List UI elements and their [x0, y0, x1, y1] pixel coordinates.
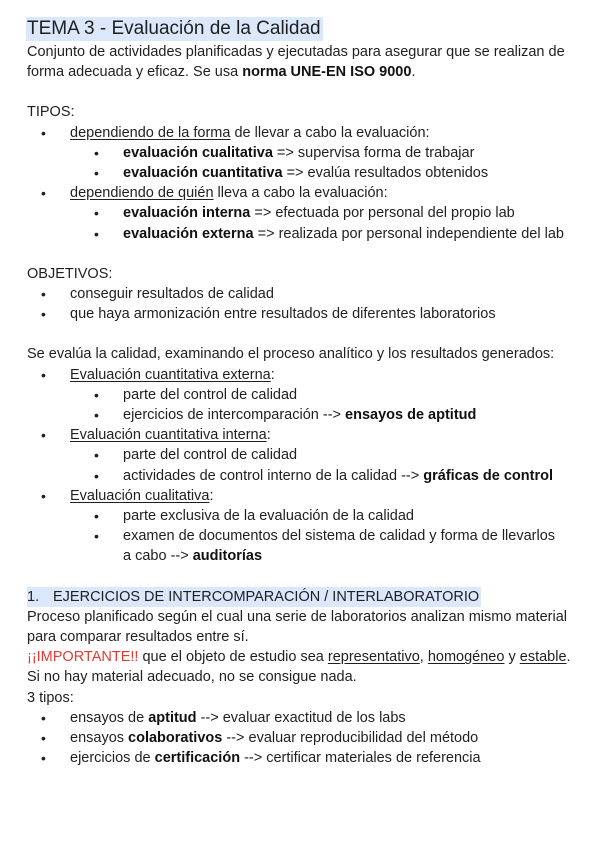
list-item [27, 183, 582, 203]
list-item-text: ensayos de [70, 709, 149, 726]
list-item [27, 123, 582, 143]
list-item-bold: auditorías [192, 548, 263, 565]
list-item [27, 728, 582, 748]
list-item [27, 163, 582, 183]
colon: : [209, 487, 214, 504]
section-title: EJERCICIOS DE INTERCOMPARACIÓN / INTERLABORATORIO [53, 588, 480, 605]
evalua-intro: Se evalúa la calidad, examinando el proceso analítico y los resultados generados: [27, 346, 555, 363]
list-item [27, 224, 582, 244]
list-item-text: => evalúa resultados obtenidos [282, 165, 489, 182]
term-homogeneo: homogéneo [427, 649, 505, 666]
evalua-list [27, 365, 582, 567]
section-paragraph: Proceso planificado según el cual una serie de laboratorios analizan mismo material para comparar resultados entre sí. [27, 608, 568, 646]
list-item-text: => supervisa forma de trabajar [272, 144, 475, 161]
list-item [27, 526, 582, 566]
colon: : [266, 427, 271, 444]
tipos-forma-label: dependiendo de la forma [70, 124, 231, 141]
list-item [27, 748, 582, 768]
list-item [27, 365, 582, 385]
list-item-bold: evaluación externa [123, 225, 254, 242]
list-item [27, 405, 582, 425]
list-item-bold: ensayos de aptitud [345, 407, 477, 424]
list-item [27, 143, 582, 163]
list-item-text: ensayos [70, 730, 129, 747]
list-item [27, 203, 582, 223]
term-representativo: representativo [327, 649, 420, 666]
list-item [27, 506, 582, 526]
list-item-text: parte exclusiva de la evaluación de la calidad [123, 508, 414, 525]
intro-text: Conjunto de actividades planificadas y ejecutadas para asegurar que se realizan de forma adecuada y eficaz. Se usa [27, 44, 565, 81]
list-item-bold: certificación [154, 750, 241, 767]
list-item-text: lleva a cabo la evaluación: [213, 185, 388, 202]
list-item-bold: aptitud [148, 709, 197, 726]
intro-paragraph [27, 42, 582, 82]
list-item-text: actividades de control interno de la calidad --> [123, 467, 424, 484]
list-item-bold: gráficas de control [423, 467, 553, 484]
intro-norma: norma UNE-EN ISO 9000 [242, 64, 412, 81]
section-tipos-list [27, 708, 582, 769]
list-item: • conseguir resultados de calidad [27, 284, 582, 304]
important-label: ¡¡IMPORTANTE!! [27, 649, 139, 666]
list-item-text: --> evaluar exactitud de los labs [196, 709, 406, 726]
important-text: . Si no hay material adecuado, no se consigue nada. [27, 649, 571, 686]
list-item [27, 385, 582, 405]
list-item-text: examen de documentos del sistema de calidad y forma de llevarlos a cabo --> [123, 528, 556, 565]
tipos-quien-label: dependiendo de quién [70, 185, 214, 202]
page-title: TEMA 3 - Evaluación de la Calidad [27, 18, 321, 39]
separator: , [419, 649, 428, 666]
tipos-list [27, 123, 582, 244]
section-heading [27, 587, 481, 607]
list-item-text: parte del control de calidad [123, 447, 298, 464]
list-item: • que haya armonización entre resultados de diferentes laboratorios [27, 304, 582, 324]
intro-end: . [411, 64, 416, 81]
objetivos-list [27, 284, 582, 324]
eval-interna-label: Evaluación cuantitativa interna [70, 427, 267, 444]
list-item-text: => realizada por personal independiente del lab [253, 225, 564, 242]
list-item-text: ejercicios de intercomparación --> [123, 407, 346, 424]
eval-externa-label: Evaluación cuantitativa externa [70, 366, 271, 383]
list-item [27, 466, 582, 486]
list-item-text: --> certificar materiales de referencia [240, 750, 481, 767]
list-item [27, 445, 582, 465]
tipos-label: 3 tipos: [27, 689, 74, 706]
list-item-text: ejercicios de [70, 750, 155, 767]
colon: : [270, 366, 275, 383]
term-estable: estable [519, 649, 567, 666]
important-paragraph [27, 647, 582, 687]
list-item-bold: evaluación cuantitativa [123, 165, 283, 182]
list-item-text: parte del control de calidad [123, 386, 298, 403]
list-item [27, 425, 582, 445]
objetivos-heading: OBJETIVOS: [27, 265, 113, 282]
list-item-bold: evaluación cualitativa [123, 144, 273, 161]
list-item-text: --> evaluar reproducibilidad del método [222, 730, 479, 747]
tipos-heading: TIPOS: [27, 104, 75, 121]
list-item-text: => efectuada por personal del propio lab [250, 205, 515, 222]
list-item-text: de llevar a cabo la evaluación: [230, 124, 430, 141]
important-text: que el objeto de estudio sea [138, 649, 328, 666]
list-item-bold: evaluación interna [123, 205, 251, 222]
list-item-bold: colaborativos [128, 730, 223, 747]
eval-cualitativa-label: Evaluación cualitativa [70, 487, 210, 504]
section-number: 1. [27, 588, 40, 605]
separator: y [504, 649, 520, 666]
document-page [27, 17, 582, 769]
list-item [27, 486, 582, 506]
list-item [27, 708, 582, 728]
